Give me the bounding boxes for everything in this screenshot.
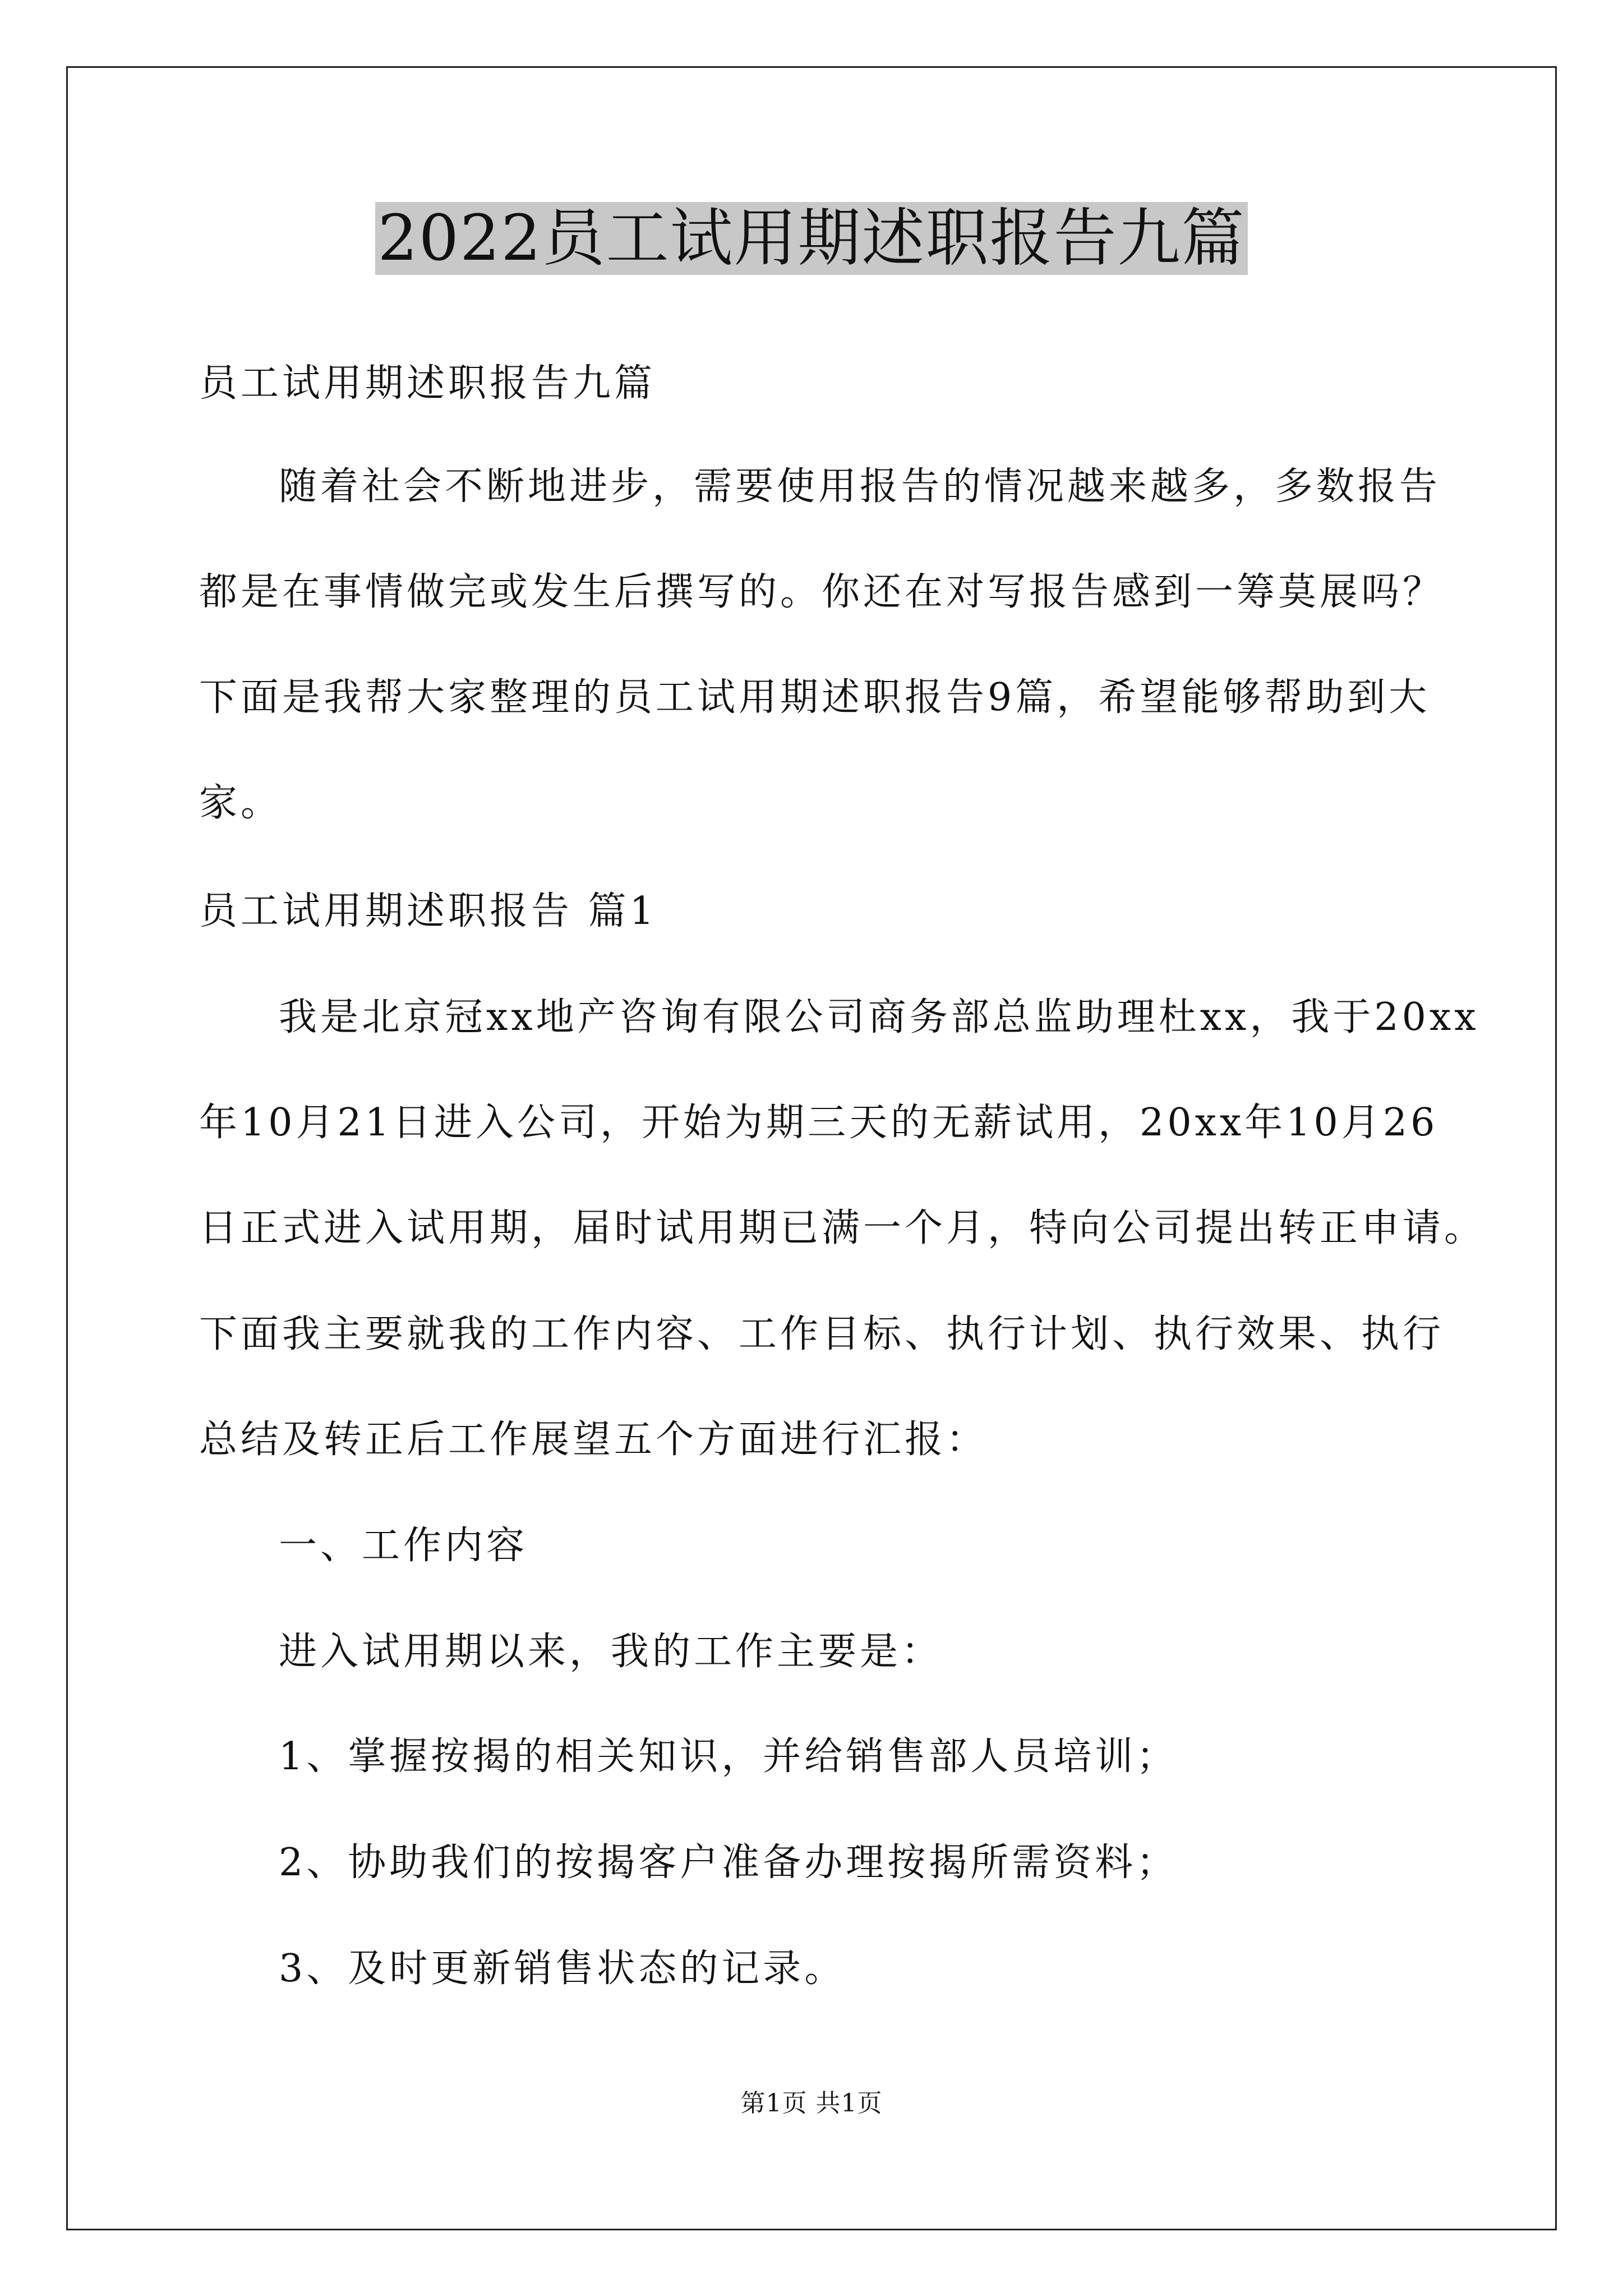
paragraph-line: 进入试用期以来，我的工作主要是：: [279, 1630, 943, 1674]
paragraph-line: 随着社会不断地进步，需要使用报告的情况越来越多，多数报告: [279, 464, 1441, 509]
list-item: 3、及时更新销售状态的记录。: [279, 1947, 846, 1991]
paragraph-line: 年10月21日进入公司，开始为期三天的无薪试用，20xx年10月26: [199, 1101, 1438, 1145]
section-heading: 员工试用期述职报告 篇1: [199, 889, 657, 933]
paragraph-line: 家。: [199, 781, 283, 825]
list-item: 1、掌握按揭的相关知识，并给销售部人员培训；: [279, 1734, 1178, 1779]
paragraph-line: 我是北京冠xx地产咨询有限公司商务部总监助理杜xx，我于20xx: [279, 995, 1479, 1039]
paragraph-line: 总结及转正后工作展望五个方面进行汇报：: [199, 1418, 988, 1462]
document-title: 2022员工试用期述职报告九篇: [375, 202, 1247, 275]
paragraph-line: 下面我主要就我的工作内容、工作目标、执行计划、执行效果、执行: [199, 1312, 1445, 1356]
paragraph-line: 下面是我帮大家整理的员工试用期述职报告9篇，希望能够帮助到大: [199, 675, 1431, 720]
subsection-heading: 一、工作内容: [279, 1524, 528, 1568]
page-footer: 第1页 共1页: [740, 2089, 883, 2118]
paragraph-line: 日正式进入试用期，届时试用期已满一个月，特向公司提出转正申请。: [199, 1206, 1486, 1250]
title-container: [0, 202, 1623, 275]
list-item: 2、协助我们的按揭客户准备办理按揭所需资料；: [279, 1841, 1178, 1885]
paragraph-line: 都是在事情做完或发生后撰写的。你还在对写报告感到一筹莫展吗？: [199, 570, 1445, 614]
subtitle-line: 员工试用期述职报告九篇: [199, 361, 656, 406]
